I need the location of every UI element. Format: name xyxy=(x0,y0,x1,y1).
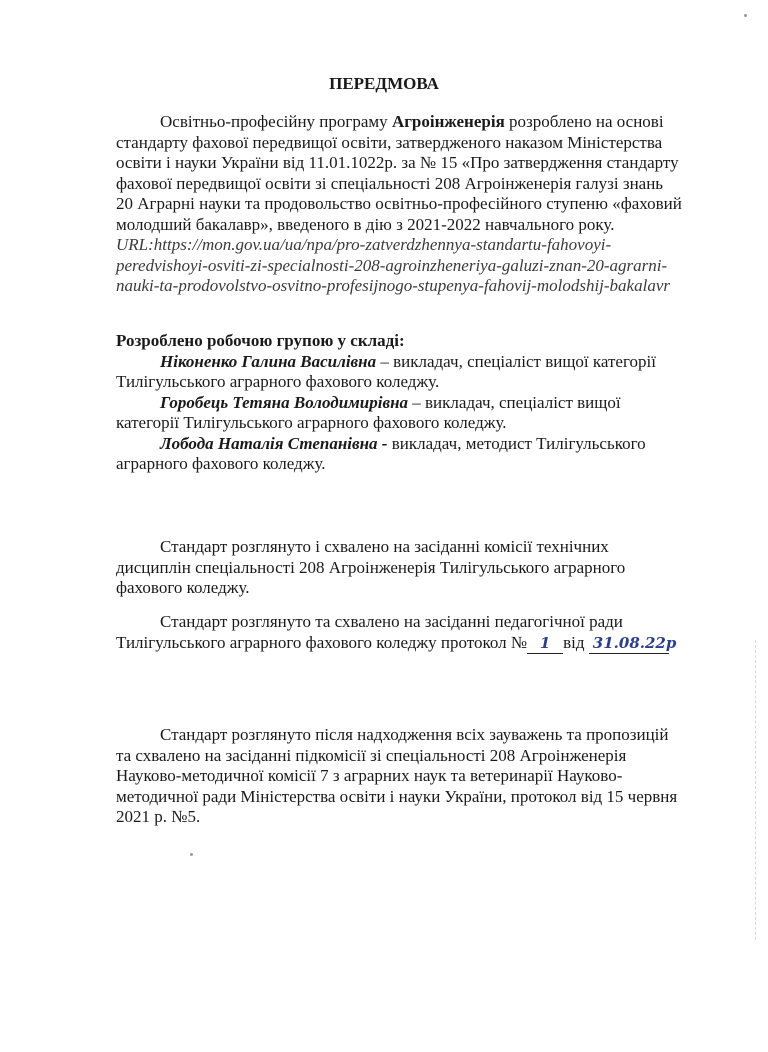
protocol-date-field xyxy=(589,633,677,655)
member-1-org: Тилігульського аграрного фахового коледжу. xyxy=(116,372,440,391)
program-name: Агроінженерія xyxy=(391,112,505,131)
member-2-name: Горобець Тетяна Володимирівна xyxy=(160,392,409,412)
page-title: ПЕРЕДМОВА xyxy=(329,74,439,93)
approval-2-line-1: Стандарт розглянуто та схвалено на засіданні педагогічної ради xyxy=(160,612,623,631)
member-2 xyxy=(116,393,696,414)
protocol-number: 1 xyxy=(539,633,551,652)
approval-2-line-2 xyxy=(116,633,696,655)
date-label: від xyxy=(563,632,585,652)
member-2-org: категорії Тилігульського аграрного фахового коледжу. xyxy=(116,413,507,432)
protocol-number-field xyxy=(527,633,563,655)
member-1 xyxy=(116,352,696,373)
intro-line-2: стандарту фахової передвищої освіти, затвердженого наказом Міністерства xyxy=(116,132,663,152)
member-1-name: Ніконенко Галина Василівна xyxy=(160,351,377,371)
member-3-role: викладач, методист Тилігульського xyxy=(387,433,646,453)
approval-pedagogical-council xyxy=(116,612,696,654)
source-url-line-3: nauki-ta-prodovolstvo-osvitno-profesijnogo-stupenya-fahovij-molodshij-bakalavr xyxy=(116,276,670,295)
approval-commission xyxy=(116,537,696,599)
working-group-section xyxy=(116,331,696,475)
approval-3-line-1: Стандарт розглянуто після надходження всіх зауважень та пропозицій xyxy=(160,725,669,744)
approval-3-line-3: Науково-методичної комісії 7 з аграрних наук та ветеринарії Науково- xyxy=(116,766,623,785)
intro-text: Освітньо-професійну програму xyxy=(160,112,392,131)
approval-1-line-1: Стандарт розглянуто і схвалено на засіданні комісії технічних xyxy=(160,537,609,556)
approval-1-line-2: дисциплін спеціальності 208 Агроінженерія Тилігульського аграрного xyxy=(116,557,626,577)
intro-line-6: молодший бакалавр», введеного в дію з 2021-2022 навчального року. xyxy=(116,214,615,234)
intro-text: розроблено на основі xyxy=(504,112,664,131)
member-1-role: – викладач, спеціаліст вищої категорії xyxy=(376,351,656,371)
protocol-label: Тилігульського аграрного фахового коледжу протокол № xyxy=(116,632,528,652)
approval-3-line-4: методичної ради Міністерства освіти і науки України, протокол від 15 червня xyxy=(116,786,678,806)
approval-1-line-3: фахового коледжу. xyxy=(116,578,250,597)
working-group-heading: Розроблено робочою групою у складі: xyxy=(116,331,405,350)
scan-speck xyxy=(744,14,747,17)
member-3-org: аграрного фахового коледжу. xyxy=(116,454,326,473)
member-3-name: Лобода Наталія Степанівна - xyxy=(160,433,388,453)
intro-line-1 xyxy=(116,112,696,133)
protocol-date: 31.08.22р xyxy=(592,633,677,652)
scan-speck xyxy=(190,853,193,856)
member-3 xyxy=(116,434,696,455)
approval-3-line-5: 2021 р. №5. xyxy=(116,807,201,826)
member-2-role: – викладач, спеціаліст вищої xyxy=(408,392,621,412)
approval-3-line-2: та схвалено на засіданні підкомісії зі спеціальності 208 Агроінженерія xyxy=(116,745,627,765)
scan-edge-mark xyxy=(755,640,758,940)
intro-line-4: фахової передвищої освіти зі спеціальності 208 Агроінженерія галузі знань xyxy=(116,173,664,193)
source-url-line-1: URL:https://mon.gov.ua/ua/npa/pro-zatverdzhennya-standartu-fahovoyi- xyxy=(116,235,612,254)
intro-paragraph xyxy=(116,112,696,297)
intro-line-5: 20 Аграрні науки та продовольство освітньо-професійного ступеню «фаховий xyxy=(116,194,682,213)
intro-line-3: освіти і науки України від 11.01.1022р. за № 15 «Про затвердження стандарту xyxy=(116,153,679,172)
source-url-line-2: peredvishoyi-osviti-zi-specialnosti-208-agroinzheneriya-galuzi-znan-20-agrarni- xyxy=(116,255,668,275)
approval-subcommission xyxy=(116,725,696,828)
